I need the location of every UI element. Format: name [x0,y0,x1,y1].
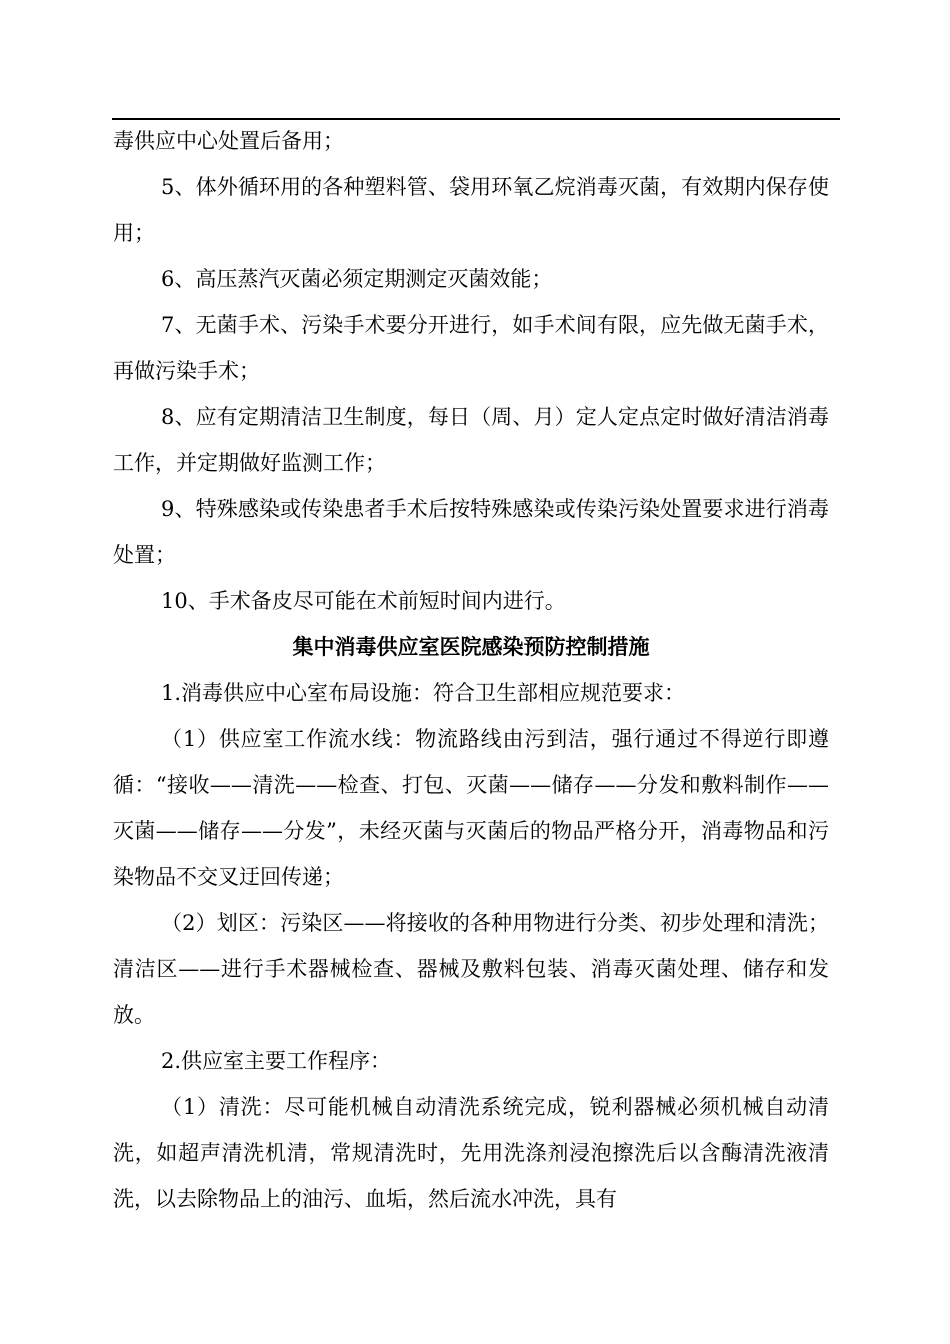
section-paragraph-workflow: （1）供应室工作流水线：物流路线由污到洁，强行通过不得逆行即遵循：“接收——清洗——检查、打包、灭菌——储存——分发和敷料制作——灭菌——储存——分发”，未经灭菌与灭菌后的物品严格分开，消毒物品和污染物品不交叉迂回传递； [113,727,829,889]
paragraph-item-7: 7、无菌手术、污染手术要分开进行，如手术间有限，应先做无菌手术，再做污染手术； [113,313,829,383]
document-body [113,118,829,1222]
paragraph-item-8: 8、应有定期清洁卫生制度，每日（周、月）定人定点定时做好清洁消毒工作，并定期做好监测工作； [113,405,829,475]
paragraph-continued: 毒供应中心处置后备用； [113,129,344,153]
section-heading: 集中消毒供应室医院感染预防控制措施 [292,635,650,659]
section-paragraph-cleaning: （1）清洗：尽可能机械自动清洗系统完成，锐利器械必须机械自动清洗，如超声清洗机清，常规清洗时，先用洗涤剂浸泡擦洗后以含酶清洗液清洗，以去除物品上的油污、血垢，然后流水冲洗，具有 [113,1095,829,1211]
section-paragraph-zoning: （2）划区：污染区——将接收的各种用物进行分类、初步处理和清洗；清洁区——进行手术器械检查、器械及敷料包装、消毒灭菌处理、储存和发放。 [113,911,829,1027]
paragraph-item-10: 10、手术备皮尽可能在术前短时间内进行。 [161,589,566,613]
section-paragraph-layout: 1.消毒供应中心室布局设施：符合卫生部相应规范要求： [161,681,686,705]
paragraph-item-9: 9、特殊感染或传染患者手术后按特殊感染或传染污染处置要求进行消毒处置； [113,497,829,567]
section-paragraph-procedure: 2.供应室主要工作程序： [161,1049,392,1073]
paragraph-item-6: 6、高压蒸汽灭菌必须定期测定灭菌效能； [161,267,553,291]
paragraph-item-5: 5、体外循环用的各种塑料管、袋用环氧乙烷消毒灭菌，有效期内保存使用； [113,175,829,245]
